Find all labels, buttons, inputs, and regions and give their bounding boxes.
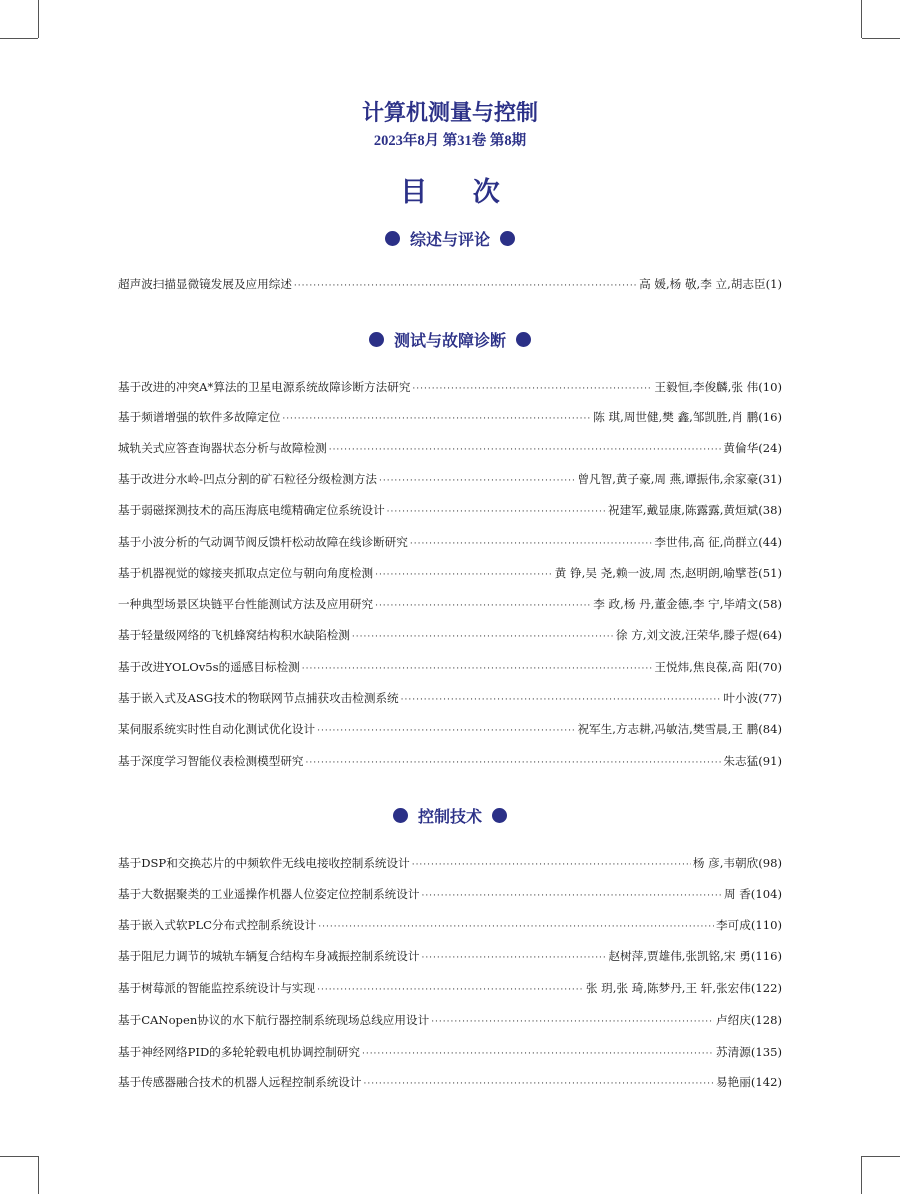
entry-title: 基于改进的冲突A*算法的卫星电源系统故障诊断方法研究 (118, 380, 411, 394)
toc-entry[interactable] (118, 625, 782, 645)
dot-leader (412, 379, 652, 399)
entry-authors: 王毅恒,李俊麟,张 伟(10) (654, 380, 782, 394)
entry-title: 基于弱磁探测技术的高压海底电缆精确定位系统设计 (118, 503, 385, 517)
dot-leader (375, 565, 553, 585)
entry-authors: 李 政,杨 丹,董金德,李 宁,毕靖文(58) (593, 597, 782, 611)
toc-entry[interactable] (118, 469, 782, 489)
entry-authors: 高 媛,杨 敬,李 立,胡志臣(1) (639, 277, 782, 291)
toc-entry[interactable] (118, 884, 782, 904)
dot-leader (421, 948, 606, 968)
dot-leader (329, 440, 722, 460)
dot-leader (317, 980, 584, 1000)
entry-title: 某伺服系统实时性自动化测试优化设计 (118, 722, 316, 736)
entry-authors: 张 玥,张 琦,陈梦丹,王 轩,张宏伟(122) (585, 981, 782, 995)
entry-authors: 黄 铮,吴 尧,赖一波,周 杰,赵明朗,喻擘苍(51) (554, 566, 782, 580)
entry-title: 基于改进分水岭-凹点分割的矿石粒径分级检测方法 (118, 472, 377, 486)
crop-mark (38, 0, 39, 38)
entry-title: 一种典型场景区块链平台性能测试方法及应用研究 (118, 597, 374, 611)
entry-title: 基于改进YOLOv5s的遥感目标检测 (118, 660, 300, 674)
entry-authors: 杨 彦,韦朝欣(98) (692, 856, 782, 870)
toc-entry[interactable] (118, 1072, 782, 1092)
entry-title: 基于DSP和交换芯片的中频软件无线电接收控制系统设计 (118, 856, 410, 870)
dot-leader (401, 690, 722, 710)
entry-authors: 叶小波(77) (723, 691, 782, 705)
toc-entry[interactable] (118, 594, 782, 614)
toc-entry[interactable] (118, 657, 782, 677)
section-heading (0, 327, 900, 351)
section-heading (0, 803, 900, 827)
entry-authors: 李世伟,高 征,尚群立(44) (654, 535, 782, 549)
dot-leader (387, 502, 606, 522)
dot-leader (410, 534, 653, 554)
crop-mark (862, 1156, 900, 1157)
entry-authors: 朱志猛(91) (723, 754, 782, 768)
crop-mark (38, 1156, 39, 1194)
entry-title: 基于嵌入式及ASG技术的物联网节点捕获攻击检测系统 (118, 691, 399, 705)
dot-leader (421, 886, 721, 906)
crop-mark (0, 38, 38, 39)
dot-leader (431, 1012, 714, 1032)
journal-title: 计算机测量与控制 (361, 101, 538, 126)
entry-authors: 祝建军,戴显康,陈露露,黄烜斌(38) (608, 503, 782, 517)
toc-entry[interactable] (118, 946, 782, 966)
entry-authors: 卢绍庆(128) (716, 1013, 782, 1027)
toc-entry[interactable] (118, 532, 782, 552)
toc-entry[interactable] (118, 688, 782, 708)
dot-leader (302, 659, 653, 679)
toc-entry[interactable] (118, 719, 782, 739)
dot-leader (362, 1044, 714, 1064)
bullet-dot-icon (393, 808, 408, 823)
entry-authors: 陈 琪,周世健,樊 鑫,邹凯胜,肖 鹏(16) (593, 410, 782, 424)
dot-leader (375, 596, 591, 616)
section-heading-label: 测试与故障诊断 (393, 330, 506, 350)
entry-title: 基于嵌入式软PLC分布式控制系统设计 (118, 918, 317, 932)
crop-mark (861, 0, 862, 38)
entry-authors: 黄倫华(24) (723, 441, 782, 455)
toc-entry[interactable] (118, 751, 782, 771)
bullet-dot-icon (385, 231, 400, 246)
toc-entry[interactable] (118, 407, 782, 427)
entry-title: 超声波扫描显微镜发展及应用综述 (118, 277, 292, 291)
entry-title: 基于传感器融合技术的机器人远程控制系统设计 (118, 1075, 362, 1089)
toc-entry[interactable] (118, 915, 782, 935)
toc-entry[interactable] (118, 978, 782, 998)
entry-title: 基于轻量级网络的飞机蜂窝结构积水缺陷检测 (118, 628, 350, 642)
dot-leader (412, 855, 691, 875)
toc-entry[interactable] (118, 1042, 782, 1062)
issue-line: 2023年8月 第31卷 第8期 (373, 133, 527, 149)
entry-authors: 徐 方,刘文波,汪荣华,滕子煜(64) (615, 628, 782, 642)
toc-entry[interactable] (118, 853, 782, 873)
dot-leader (306, 753, 722, 773)
entry-title: 基于机器视觉的嫁接夹抓取点定位与朝向角度检测 (118, 566, 374, 580)
crop-mark (861, 1156, 862, 1194)
crop-mark (0, 1156, 38, 1157)
dot-leader (379, 471, 575, 491)
entry-title: 基于深度学习智能仪表检测模型研究 (118, 754, 304, 768)
entry-authors: 赵树萍,贾雄伟,张凯铭,宋 勇(116) (608, 949, 782, 963)
toc-entry[interactable] (118, 500, 782, 520)
section-heading-label: 综述与评论 (409, 229, 490, 249)
entry-title: 基于树莓派的智能监控系统设计与实现 (118, 981, 316, 995)
entry-title: 基于CANopen协议的水下航行器控制系统现场总线应用设计 (118, 1013, 430, 1027)
crop-mark (862, 38, 900, 39)
entry-authors: 易艳丽(142) (716, 1075, 782, 1089)
toc-entry[interactable] (118, 563, 782, 583)
section-heading (0, 226, 900, 250)
section-heading-label: 控制技术 (417, 806, 482, 826)
dot-leader (294, 276, 637, 296)
toc-entry[interactable] (118, 274, 782, 294)
dot-leader (282, 409, 591, 429)
dot-leader (318, 917, 714, 937)
bullet-dot-icon (516, 332, 531, 347)
entry-title: 基于阻尼力调节的城轨车辆复合结构车身减振控制系统设计 (118, 949, 420, 963)
bullet-dot-icon (500, 231, 515, 246)
toc-entry[interactable] (118, 377, 782, 397)
entry-title: 基于大数据聚类的工业遥操作机器人位姿定位控制系统设计 (118, 887, 420, 901)
dot-leader (352, 627, 614, 647)
entry-authors: 王悦炜,焦良葆,高 阳(70) (654, 660, 782, 674)
entry-title: 基于小波分析的气动调节阀反馈杆松动故障在线诊断研究 (118, 535, 408, 549)
bullet-dot-icon (492, 808, 507, 823)
entry-title: 城轨关式应答查询器状态分析与故障检测 (118, 441, 327, 455)
toc-entry[interactable] (118, 438, 782, 458)
entry-title: 基于频谱增强的软件多故障定位 (118, 410, 281, 424)
entry-authors: 李可成(110) (716, 918, 782, 932)
entry-authors: 祝军生,方志耕,冯敏洁,樊雪晨,王 鹏(84) (577, 722, 782, 736)
entry-authors: 周 香(104) (723, 887, 782, 901)
entry-title: 基于神经网络PID的多轮轮毂电机协调控制研究 (118, 1045, 360, 1059)
entry-authors: 苏清源(135) (716, 1045, 782, 1059)
dot-leader (317, 721, 575, 741)
toc-entry[interactable] (118, 1010, 782, 1030)
entry-authors: 曾凡智,黄子豪,周 燕,谭振伟,余家豪(31) (577, 472, 782, 486)
dot-leader (363, 1074, 714, 1094)
bullet-dot-icon (369, 332, 384, 347)
contents-title: 目 次 (400, 177, 518, 208)
